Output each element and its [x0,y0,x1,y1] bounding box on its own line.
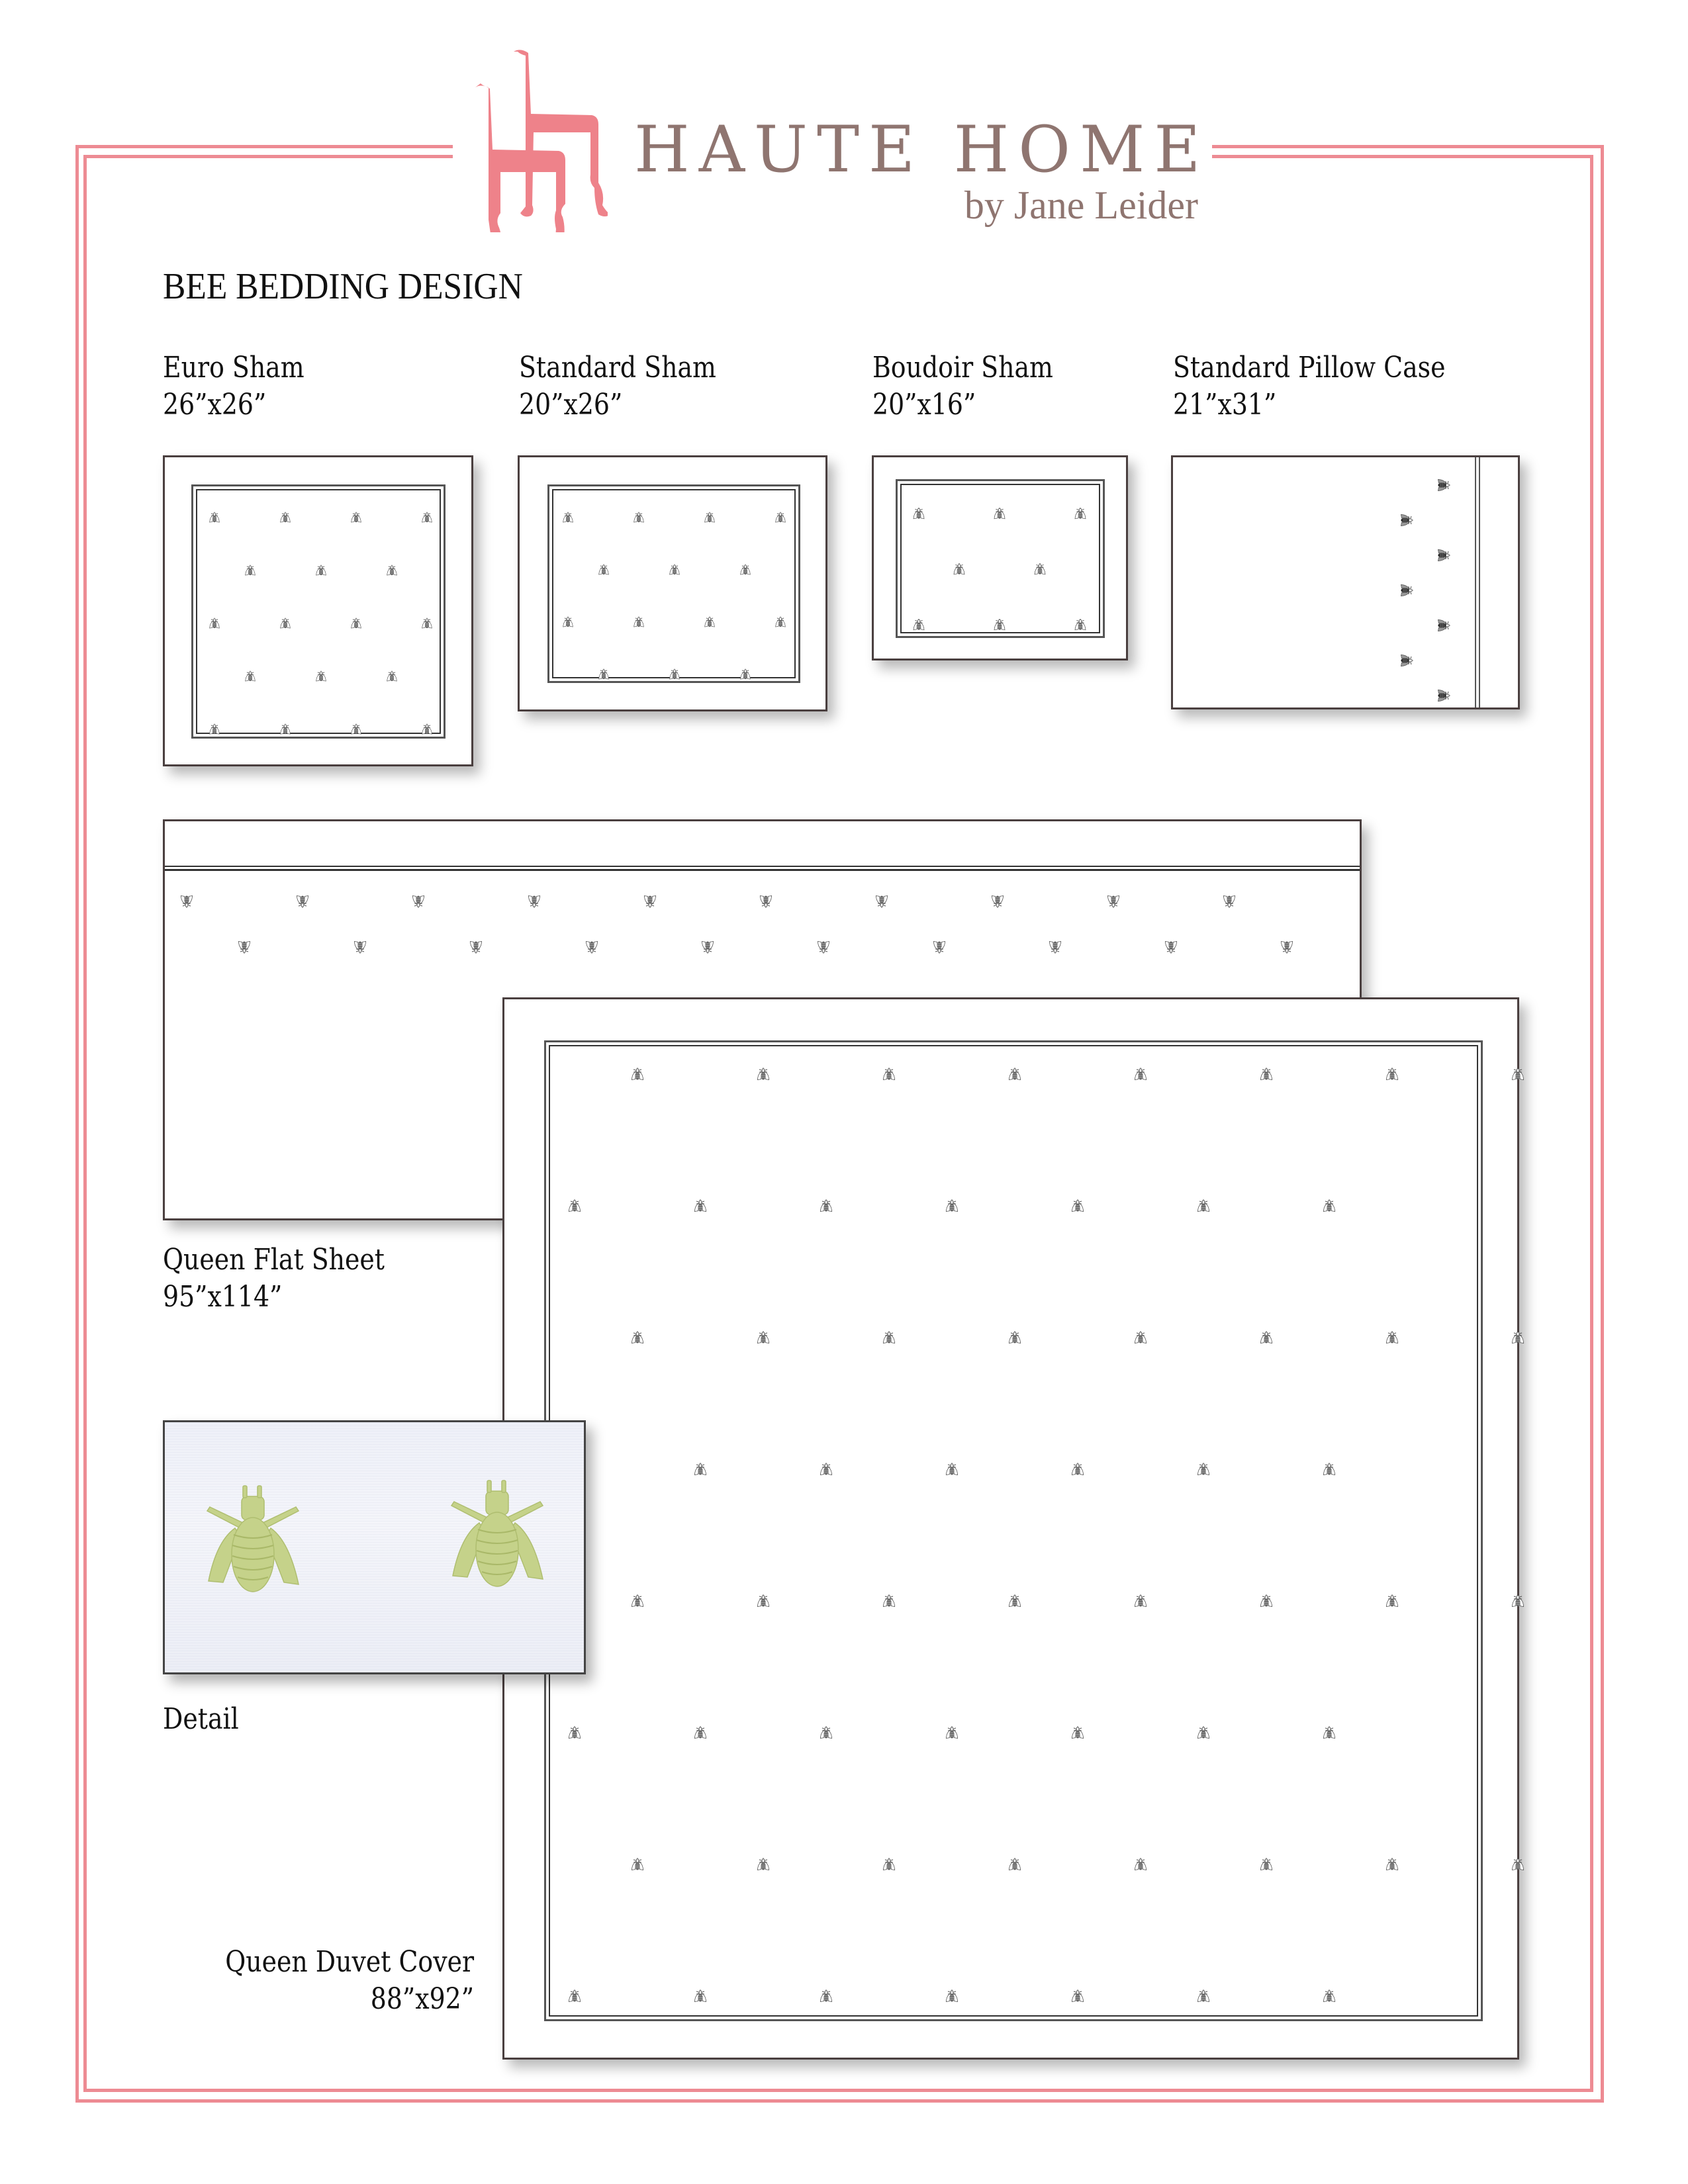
bee-icon [1509,1065,1526,1082]
bee-icon [526,893,543,911]
bee-icon [629,1328,646,1345]
embroidery-detail-photo [163,1420,586,1674]
bee-icon [1383,1065,1401,1082]
duvet-label [225,1944,474,2018]
frame-inner-top-left [83,155,453,158]
detail-label: Detail [163,1702,239,1736]
standard-sham-size: 20”x26” [519,388,623,422]
pillow-case-illustration [1171,455,1520,709]
bee-icon [773,614,788,629]
bee-icon [818,1723,835,1741]
bee-icon [420,615,434,630]
euro-sham-name: Euro Sham [163,351,305,385]
bee-icon [1195,1197,1212,1214]
bee-icon [992,505,1008,521]
bee-icon [1321,1197,1338,1214]
bee-icon [561,510,575,524]
frame-outer-top-right [1212,145,1604,148]
bee-icon [1321,1460,1338,1477]
bee-icon [1399,652,1416,669]
bee-icon [1383,1328,1401,1345]
frame-inner-top-right [1212,155,1593,158]
pillow-case-size: 21”x31” [1173,388,1277,422]
bee-icon [1195,1987,1212,2004]
bee-icon [243,668,258,683]
boudoir-sham-size: 20”x16” [872,388,976,422]
bee-icon [1258,1855,1275,1872]
bee-icon [943,1723,961,1741]
pillow-case-label [1173,349,1445,424]
bee-icon [410,893,427,911]
bee-icon [561,614,575,629]
bee-icon [1132,1855,1149,1872]
bee-icon [667,666,682,681]
bee-icon [278,510,293,524]
bee-icon [773,510,788,524]
bee-icon [207,615,222,630]
bee-icon [1032,561,1048,576]
brand-byline: by Jane Leider [964,183,1198,227]
bee-icon [1436,617,1453,634]
bee-icon [1006,1592,1023,1609]
bee-icon [1195,1723,1212,1741]
bee-icon [692,1723,709,1741]
bee-icon [385,668,399,683]
bee-icon [1069,1197,1086,1214]
flat-sheet-label [163,1242,385,1316]
bee-icon [1132,1328,1149,1345]
frame-inner-left [83,155,87,2092]
bee-icon [641,893,659,911]
bee-icon [1278,939,1295,956]
pillow-case-hem-line [1475,457,1476,707]
euro-sham-size: 26”x26” [163,388,267,422]
duvet-border [544,1040,1483,2021]
frame-inner-bottom [83,2089,1593,2092]
bee-icon [629,1065,646,1082]
bee-icon [1399,582,1416,599]
bee-icon [294,893,311,911]
bee-icon [755,1592,772,1609]
frame-outer-left [75,145,79,2103]
bee-icon [992,616,1008,632]
bee-icon [692,1987,709,2004]
bee-icon [818,1460,835,1477]
bee-icon [1509,1328,1526,1345]
bee-icon [738,562,753,576]
bee-icon [755,1855,772,1872]
duvet-size: 88”x92” [370,1982,474,2016]
bee-icon [596,562,611,576]
bee-icon [911,616,927,632]
bee-icon [1258,1065,1275,1082]
standard-sham-name: Standard Sham [519,351,716,385]
bee-icon [1069,1987,1086,2004]
bee-icon [632,510,646,524]
bee-icon [278,615,293,630]
bee-icon [699,939,716,956]
bee-icon [1258,1328,1275,1345]
bee-icon [1072,616,1088,632]
bee-icon [1221,893,1238,911]
page-title: BEE BEDDING DESIGN [163,266,523,307]
bee-icon [1509,1855,1526,1872]
embroidered-bee-icon [197,1482,309,1601]
bee-icon [349,721,363,736]
bee-icon [702,614,717,629]
bee-icon [178,893,195,911]
bee-icon [1195,1460,1212,1477]
bee-icon [818,1987,835,2004]
pillow-case-hem-line [1479,457,1480,707]
bee-icon [1069,1723,1086,1741]
bee-icon [566,1987,583,2004]
boudoir-sham-label [872,349,1053,424]
embroidered-bee-icon [441,1477,553,1596]
bee-icon [1258,1592,1275,1609]
bee-icon [352,939,369,956]
bee-icon [692,1460,709,1477]
bee-icon [755,1065,772,1082]
flat-sheet-name: Queen Flat Sheet [163,1243,385,1277]
bee-icon [566,1197,583,1214]
bee-icon [1436,547,1453,564]
flat-sheet-hem-line [165,866,1360,867]
bee-icon [755,1328,772,1345]
bee-icon [420,721,434,736]
euro-sham-label [163,349,305,424]
bee-icon [873,893,890,911]
frame-inner-right [1590,155,1593,2092]
bee-icon [596,666,611,681]
bee-icon [757,893,774,911]
bee-icon [1132,1065,1149,1082]
bee-icon [629,1592,646,1609]
bee-icon [1006,1855,1023,1872]
bee-icon [467,939,485,956]
bee-icon [989,893,1006,911]
bee-icon [667,562,682,576]
bee-icon [880,1065,898,1082]
bee-icon [911,505,927,521]
bee-icon [236,939,253,956]
euro-sham-illustration [163,455,473,766]
standard-sham-border [547,484,800,683]
bee-icon [420,510,434,524]
bee-icon [1006,1065,1023,1082]
bee-icon [943,1197,961,1214]
euro-sham-border [191,484,445,739]
bee-icon [349,615,363,630]
bee-icon [880,1592,898,1609]
bee-icon [738,666,753,681]
duvet-name: Queen Duvet Cover [225,1945,474,1979]
bee-icon [349,510,363,524]
bee-icon [385,563,399,577]
bee-icon [566,1723,583,1741]
chair-logo-icon [469,44,608,232]
bee-icon [629,1855,646,1872]
bee-icon [1047,939,1064,956]
bee-icon [1072,505,1088,521]
frame-outer-top-left [75,145,453,148]
bee-icon [880,1328,898,1345]
bee-icon [1321,1987,1338,2004]
bee-icon [314,668,328,683]
bee-icon [818,1197,835,1214]
bee-icon [880,1855,898,1872]
frame-outer-right [1601,145,1604,2103]
standard-sham-label [519,349,716,424]
bee-icon [951,561,967,576]
bee-icon [943,1987,961,2004]
boudoir-sham-illustration [872,455,1128,660]
bee-icon [702,510,717,524]
bee-icon [1436,477,1453,494]
bee-icon [1069,1460,1086,1477]
boudoir-sham-border [896,479,1105,638]
pillow-case-name: Standard Pillow Case [1173,351,1446,385]
bee-icon [314,563,328,577]
bee-icon [1162,939,1180,956]
bee-icon [1399,512,1416,529]
bee-icon [632,614,646,629]
bee-icon [1383,1855,1401,1872]
bee-icon [931,939,948,956]
flat-sheet-size: 95”x114” [163,1280,283,1314]
bee-icon [207,721,222,736]
brand-name: HAUTE HOME [634,113,1210,187]
bee-icon [1321,1723,1338,1741]
bee-icon [1132,1592,1149,1609]
bee-icon [243,563,258,577]
standard-sham-illustration [518,455,827,711]
bee-icon [1105,893,1122,911]
boudoir-sham-name: Boudoir Sham [872,351,1053,385]
frame-outer-bottom [75,2099,1604,2103]
bee-icon [943,1460,961,1477]
bee-icon [1509,1592,1526,1609]
bee-icon [207,510,222,524]
flat-sheet-hem-line [165,869,1360,871]
duvet-illustration [502,997,1519,2060]
bee-icon [1436,687,1453,704]
bee-icon [815,939,832,956]
bee-icon [692,1197,709,1214]
bee-icon [278,721,293,736]
bee-icon [1383,1592,1401,1609]
bee-icon [583,939,600,956]
bee-icon [1006,1328,1023,1345]
